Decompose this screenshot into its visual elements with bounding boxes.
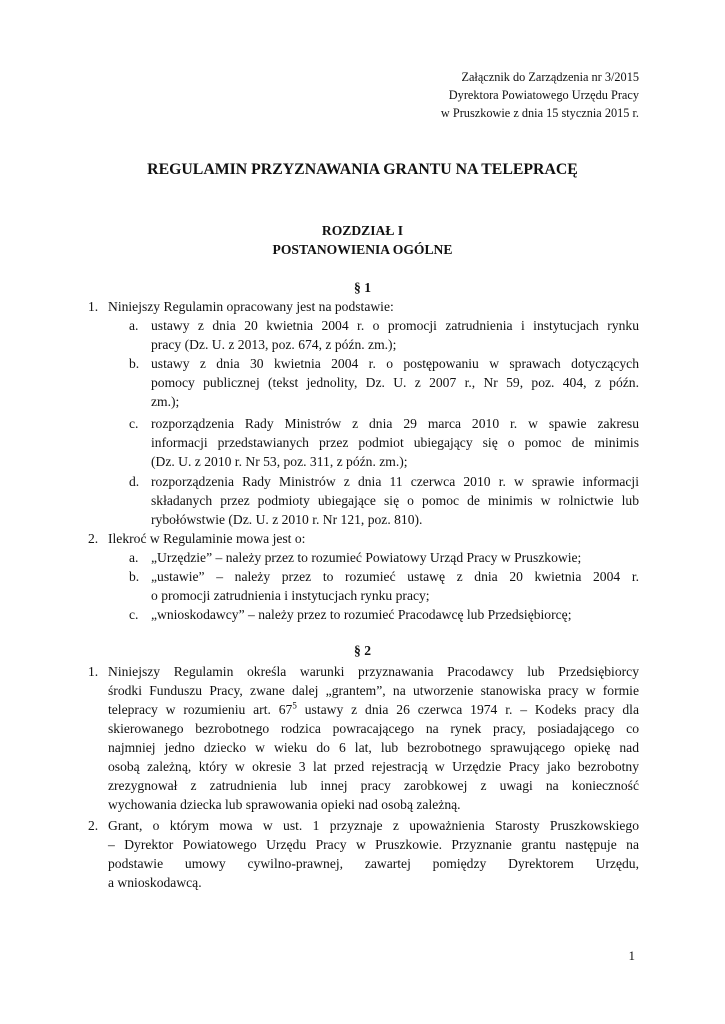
paragraph-line: zrezygnował z zatrudnienia lub innej pracy zarobkowej z uwagi na konieczność — [108, 778, 639, 793]
attachment-header — [441, 68, 639, 122]
sub-item-line: informacji przedstawianych przez podmiot ubiegający się o pomoc de minimis — [151, 435, 639, 450]
sub-item-line: składanych przez podmioty ubiegające się o pomoc de minimis w rolnictwie lub — [151, 493, 639, 508]
paragraph-line: wychowania dziecka lub sprawowania opieki nad osobą zależną. — [108, 797, 461, 812]
paragraph — [108, 662, 639, 814]
header-line-1: Załącznik do Zarządzenia nr 3/2015 — [461, 70, 639, 84]
list-number: 1. — [88, 664, 99, 679]
sub-item-line: „ustawie” – należy przez to rozumieć ustawę z dnia 20 kwietnia 2004 r. — [151, 569, 639, 584]
paragraph-line: najmniej jedno dziecko w wieku do 6 lat, lub bezrobotnego sprawującego opiekę nad — [108, 740, 639, 755]
sub-item-line: rozporządzenia Rady Ministrów z dnia 11 czerwca 2010 r. w sprawie informacji — [151, 474, 639, 489]
page-number: 1 — [628, 948, 635, 963]
text-span: ustawy z dnia 26 czerwca 1974 r. – Kodeks pracy dla — [296, 702, 639, 717]
sub-item — [151, 354, 639, 411]
paragraph-line: skierowanego bezrobotnego rodzica powracającego na rynek pracy, posiadającego co — [108, 721, 639, 736]
header-line-2: Dyrektora Powiatowego Urzędu Pracy — [448, 88, 639, 102]
sub-item-line: rozporządzenia Rady Ministrów z dnia 29 marca 2010 r. w spawie zakresu — [151, 416, 639, 431]
sub-letter: c. — [129, 416, 139, 431]
sub-item-line: zm.); — [151, 394, 180, 409]
list-item-text: Ilekroć w Regulaminie mowa jest o: — [108, 531, 306, 546]
sub-item-line: „Urzędzie” – należy przez to rozumieć Powiatowy Urząd Pracy w Pruszkowie; — [151, 550, 582, 565]
paragraph — [108, 816, 639, 892]
sub-item — [151, 567, 639, 605]
sub-item-line: „wnioskodawcy” – należy przez to rozumieć Pracodawcę lub Przedsiębiorcę; — [151, 607, 572, 622]
list-number: 1. — [88, 299, 99, 314]
section-2-heading: § 2 — [354, 643, 371, 658]
sub-item-line: ustawy z dnia 20 kwietnia 2004 r. o promocji zatrudnienia i instytucjach rynku — [151, 318, 639, 333]
chapter-name: POSTANOWIENIA OGÓLNE — [272, 242, 453, 257]
sub-letter: c. — [129, 607, 139, 622]
sub-letter: b. — [129, 356, 140, 371]
text-span: telepracy w rozumieniu art. 67 — [108, 702, 293, 717]
header-line-3: w Pruszkowie z dnia 15 stycznia 2015 r. — [440, 106, 639, 120]
list-number: 2. — [88, 818, 99, 833]
sub-item — [151, 605, 639, 624]
paragraph-line: Niniejszy Regulamin określa warunki przyznawania Pracodawcy lub Przedsiębiorcy — [108, 664, 639, 679]
paragraph-line: środki Funduszu Pracy, zwane dalej „grantem”, na utworzenie stanowiska pracy w formie — [108, 683, 639, 698]
sub-item-line: rybołówstwie (Dz. U. z 2010 r. Nr 121, poz. 810). — [151, 512, 423, 527]
sub-item-line: o promocji zatrudnienia i instytucjach rynku pracy; — [151, 588, 430, 603]
sub-item — [151, 548, 639, 567]
paragraph-line — [108, 700, 639, 719]
paragraph-line: podstawie umowy cywilno-prawnej, zawartej pomiędzy Dyrektorem Urzędu, — [108, 856, 639, 871]
sub-letter: a. — [129, 550, 139, 565]
sub-item-line: (Dz. U. z 2010 r. Nr 53, poz. 311, z późn. zm.); — [151, 454, 408, 469]
sub-item — [151, 316, 639, 354]
sub-item-line: pracy (Dz. U. z 2013, poz. 674, z późn. zm.); — [151, 337, 397, 352]
sub-item — [151, 472, 639, 529]
sub-item-line: ustawy z dnia 30 kwietnia 2004 r. o postępowaniu w sprawach dotyczących — [151, 356, 639, 371]
sub-item-line: pomocy publicznej (tekst jednolity, Dz. U. z 2007 r., Nr 59, poz. 404, z późn. — [151, 375, 639, 390]
sub-letter: d. — [129, 474, 140, 489]
superscript: 5 — [292, 700, 297, 711]
paragraph-line: Grant, o którym mowa w ust. 1 przyznaje z upoważnienia Starosty Pruszkowskiego — [108, 818, 639, 833]
document-title: REGULAMIN PRZYZNAWANIA GRANTU NA TELEPRACĘ — [147, 161, 578, 178]
chapter-number: ROZDZIAŁ I — [321, 223, 404, 238]
sub-item — [151, 414, 639, 471]
paragraph-line: a wnioskodawcą. — [108, 875, 202, 890]
paragraph-line: osobą zależną, który w okresie 3 lat przed rejestracją w Urzędzie Pracy jako bezrobotny — [108, 759, 639, 774]
paragraph-line: – Dyrektor Powiatowego Urzędu Pracy w Pruszkowie. Przyznanie grantu następuje na — [108, 837, 639, 852]
list-number: 2. — [88, 531, 99, 546]
list-item-text: Niniejszy Regulamin opracowany jest na podstawie: — [108, 299, 394, 314]
sub-letter: a. — [129, 318, 139, 333]
section-1-heading: § 1 — [354, 280, 371, 295]
sub-letter: b. — [129, 569, 140, 584]
